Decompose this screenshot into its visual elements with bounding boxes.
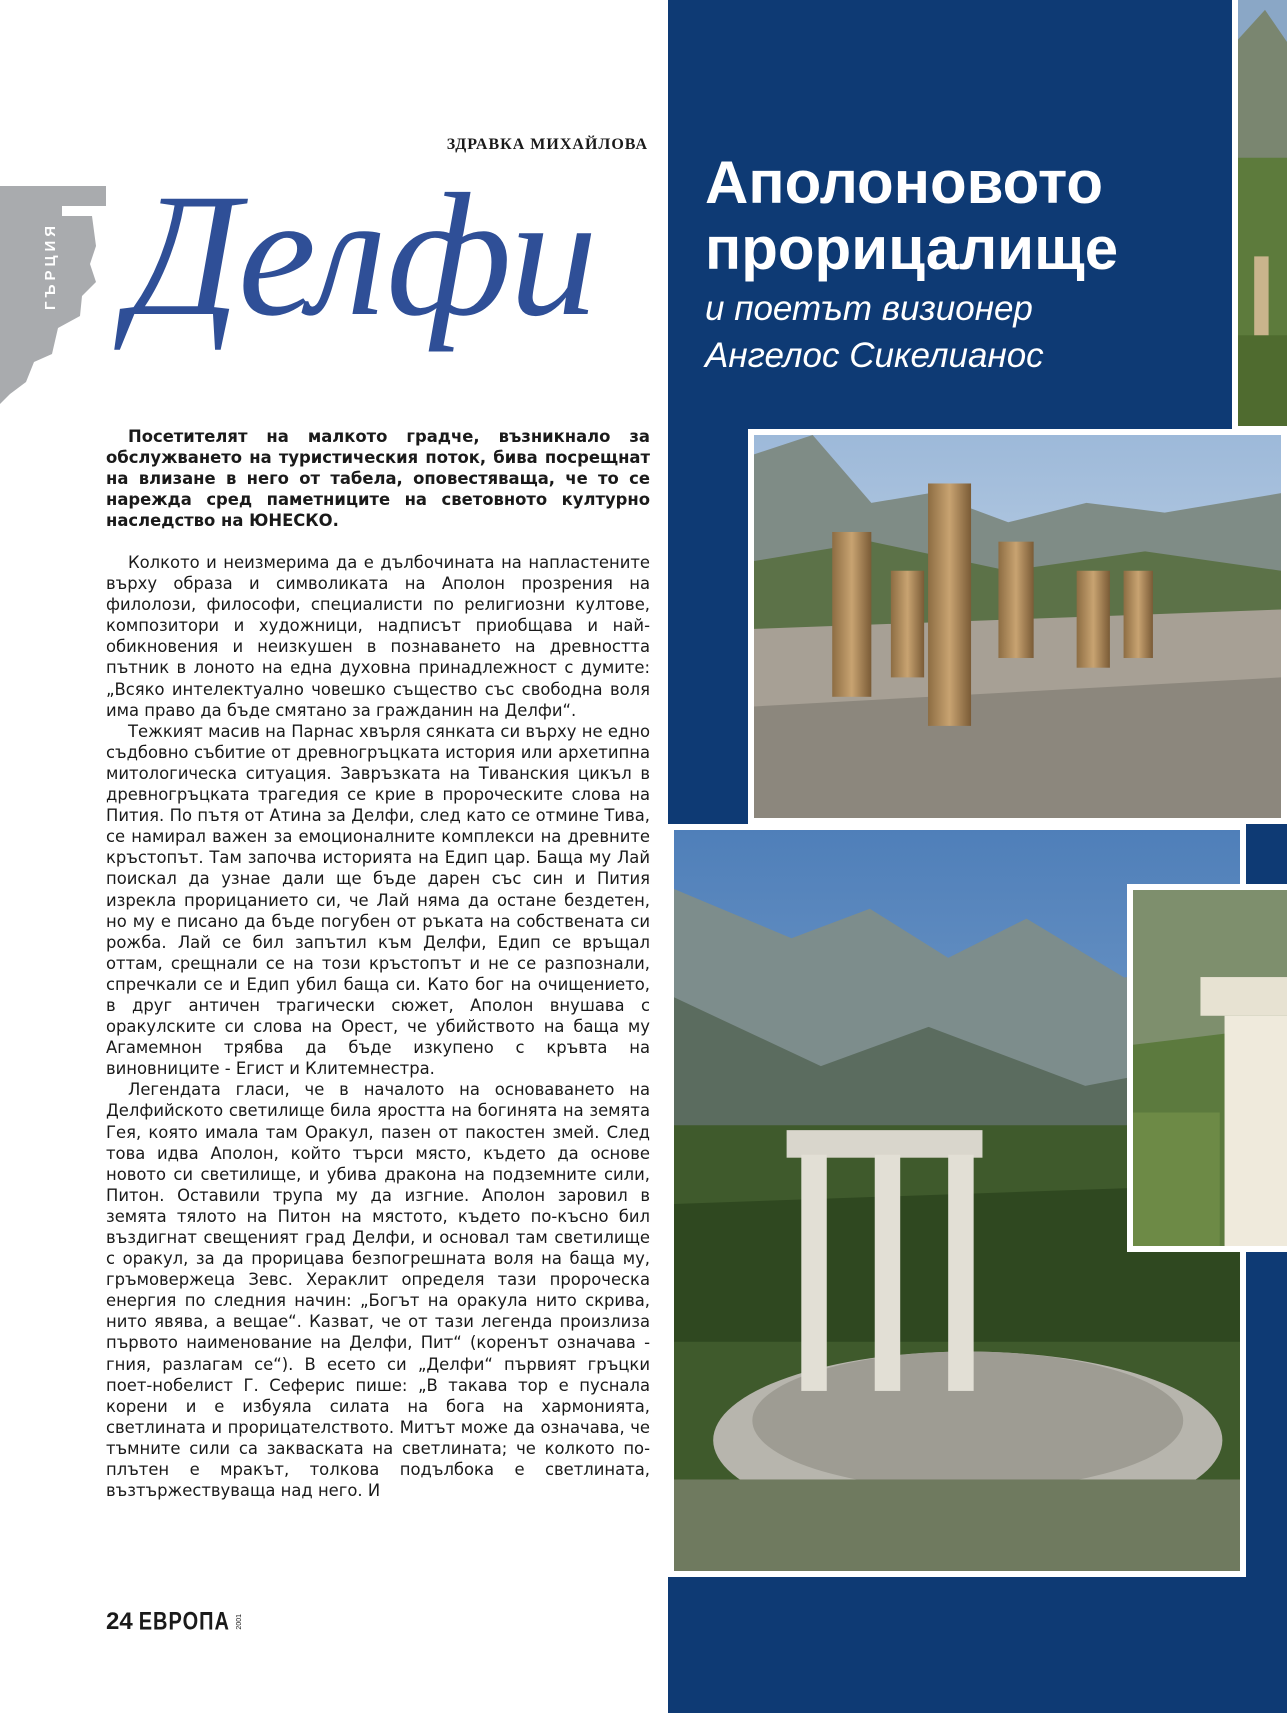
magazine-name: ЕВРОПА: [138, 1607, 230, 1636]
body-paragraph-1: Колкото и неизмерима да е дълбочината на напластените върху образа и символиката на Аполон прозрения на филолози, философи, специалисти по религиозни култове, композитори и художници, надписът приобщава и най-обикновения и неизкушен в познаването на древността пътник в лоното на една духовна принадлежност с думите: „Всяко интелектуално човешко същество със свободна воля има право да бъде смятано за гражданин на Делфи“.: [106, 553, 650, 720]
author-name: ЗДРАВКА МИХАЙЛОВА: [446, 136, 648, 153]
subtitle-tagline2: Ангелос Сикелианос: [705, 336, 1044, 376]
subtitle-tagline1: и поетът визионер: [705, 289, 1033, 328]
subtitle-block: [705, 150, 1175, 377]
page-footer: [106, 1608, 243, 1636]
photo-column: [1127, 884, 1287, 1252]
page-number: 24: [106, 1608, 133, 1635]
subtitle-line2: прорицалище: [705, 215, 1119, 282]
article-title: Делфи: [128, 158, 596, 353]
section-label: ГЪРЦИЯ: [42, 221, 59, 310]
body-paragraph-3: Легендата гласи, че в началото на основаването на Делфийското светилище била яростта на богинята на земята Гея, която имала там Оракул, пазен от пакостен змей. След това идва Аполон, който търси място, където да основе новото си светилище, и убива дракона на подземните сили, Питон. Оставили трупа му да изгние. Аполон заровил в земята тялото на Питон на мястото, където по-късно бил въздигнат свещеният град Делфи, и основал там светилище с оракул, за да прорицава безпогрешната воля на баща му, гръмовержеца Зевс. Хераклит определя тази пророческа енергия по следния начин: „Богът на оракула нито скрива, нито явява, а вещае“. Казват, че от тази легенда произлиза първото наименование на Делфи, Пит“ (коренът означава - гния, разлагам се“). В есето си „Делфи“ първият гръцки поет-нобелист Г. Сеферис пише: „В такава тор е пуснала корени и е избуяла силата на бога на хармонията, светлината и прорицателството. Митът може да означава, че тъмните сили са закваската на светлината; че колкото по-плътен е мракът, толкова подълбока е светлината, възтържествуваща над него. И: [106, 1080, 650, 1501]
lead-paragraph: Посетителят на малкото градче, възникнало за обслужването на туристическия поток, бива посрещнат на влизане в него от табела, оповестяваща, че то се нарежда сред паметниците на световното културно наследство на ЮНЕСКО.: [106, 427, 650, 530]
photo-top-right: [1232, 0, 1287, 432]
body-paragraph-2: Тежкият масив на Парнас хвърля сянката си върху не едно съдбовно събитие от древногръцката история или архетипна митологическа ситуация. Завръзката на Тиванския цикъл в древногръцката трагедия се крие в пророческите слова на Пития. По пътя от Атина за Делфи, след като се отмине Тива, се намирал важен за емоционалните комплекси на древните кръстопът. Там започва историята на Едип цар. Баща му Лай поискал да узнае дали ще бъде дарен със син и Пития изрекла прорицанието си, че Лай няма да остане бездетен, но му е писано да бъде погубен от ръката на собствената си рожба. Лай се бил запътил към Делфи, Едип се връщал оттам, срещнали се на този кръстопът и не се разпознали, спречкали се и Едип убил баща си. Като бог на очищението, в друг античен трагически сюжет, Аполон внушава с оракулските си слова на Орест, че убийството на баща му Агамемнон трябва да бъде изкупено с кръвта на виновниците - Егист и Клитемнестра.: [106, 721, 650, 1079]
magazine-sub: 2001: [235, 1614, 243, 1630]
photo-temple: [748, 429, 1287, 824]
subtitle-line1: Аполоновото: [705, 149, 1104, 216]
article-body: [106, 552, 650, 1501]
